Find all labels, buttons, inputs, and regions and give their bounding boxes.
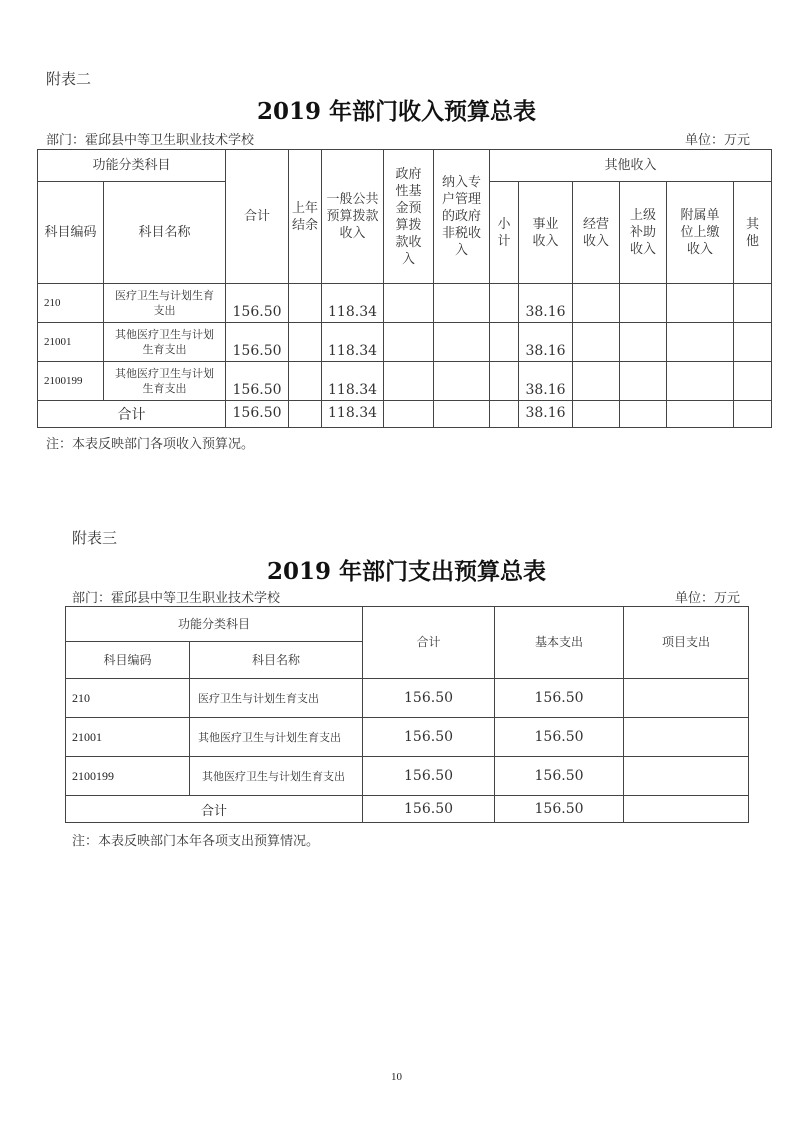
subject-name: 其他医疗卫生与计划生育支出 xyxy=(104,323,226,362)
empty-cell xyxy=(573,401,620,428)
subject-name: 医疗卫生与计划生育支出 xyxy=(104,284,226,323)
total-value: 156.50 xyxy=(363,718,495,757)
gov-fund-budget-value xyxy=(384,362,434,401)
header-functional-category: 功能分类科目 xyxy=(38,150,226,182)
header-subject-name: 科目名称 xyxy=(190,642,363,679)
total-row xyxy=(66,796,749,823)
subject-code: 2100199 xyxy=(38,362,104,401)
general-public-budget-value: 118.34 xyxy=(322,323,384,362)
expense-unit: 单位：万元 xyxy=(675,591,741,606)
total-row-total: 156.50 xyxy=(226,401,289,428)
gov-fund-budget-value xyxy=(384,323,434,362)
gov-fund-budget-value xyxy=(384,284,434,323)
header-other-income: 其他收入 xyxy=(490,150,772,182)
header-general-public-budget: 一般公共预算拨款收入 xyxy=(322,150,384,284)
expense-table-note: 注：本表反映部门本年各项支出预算情况。 xyxy=(72,834,320,849)
project-expense-value xyxy=(624,679,749,718)
subtotal-value xyxy=(490,323,519,362)
income-department: 部门：霍邱县中等卫生职业技术学校 xyxy=(46,133,255,148)
other-value xyxy=(734,362,772,401)
empty-cell xyxy=(620,401,667,428)
header-gov-fund-budget: 政府性基金预算拨款收入 xyxy=(384,150,434,284)
special-fiscal-nontax-value xyxy=(434,323,490,362)
total-row-total: 156.50 xyxy=(363,796,495,823)
income-budget-table xyxy=(37,149,772,428)
affiliated-unit-income-value xyxy=(667,284,734,323)
total-value: 156.50 xyxy=(363,679,495,718)
operating-income-value xyxy=(573,362,620,401)
table-row xyxy=(38,284,772,323)
subtotal-value xyxy=(490,362,519,401)
subject-name: 其他医疗卫生与计划生育支出 xyxy=(104,362,226,401)
expense-department: 部门：霍邱县中等卫生职业技术学校 xyxy=(72,591,281,606)
table-row xyxy=(66,718,749,757)
appendix-label-2: 附表二 xyxy=(46,70,92,88)
other-value xyxy=(734,284,772,323)
prior-year-balance-value xyxy=(289,284,322,323)
total-row-label: 合计 xyxy=(66,796,363,823)
income-unit: 单位：万元 xyxy=(685,133,751,148)
header-subject-name: 科目名称 xyxy=(104,182,226,284)
table-row xyxy=(38,362,772,401)
total-row-business-income: 38.16 xyxy=(519,401,573,428)
general-public-budget-value: 118.34 xyxy=(322,362,384,401)
total-row xyxy=(38,401,772,428)
other-value xyxy=(734,323,772,362)
subject-code: 210 xyxy=(38,284,104,323)
header-affiliated-unit-income: 附属单位上缴收入 xyxy=(667,182,734,284)
general-public-budget-value: 118.34 xyxy=(322,284,384,323)
header-business-income: 事业收入 xyxy=(519,182,573,284)
header-subject-code: 科目编码 xyxy=(38,182,104,284)
business-income-value: 38.16 xyxy=(519,362,573,401)
special-fiscal-nontax-value xyxy=(434,284,490,323)
basic-expense-value: 156.50 xyxy=(495,757,624,796)
header-other: 其他 xyxy=(734,182,772,284)
subject-name: 其他医疗卫生与计划生育支出 xyxy=(190,757,363,796)
empty-cell xyxy=(384,401,434,428)
appendix-label-3: 附表三 xyxy=(72,529,118,547)
total-value: 156.50 xyxy=(226,284,289,323)
special-fiscal-nontax-value xyxy=(434,362,490,401)
subtotal-value xyxy=(490,284,519,323)
header-operating-income: 经营收入 xyxy=(573,182,620,284)
prior-year-balance-value xyxy=(289,323,322,362)
operating-income-value xyxy=(573,323,620,362)
subject-code: 2100199 xyxy=(66,757,190,796)
empty-cell xyxy=(434,401,490,428)
subject-name: 医疗卫生与计划生育支出 xyxy=(190,679,363,718)
total-row-label: 合计 xyxy=(38,401,226,428)
total-row-project-expense xyxy=(624,796,749,823)
total-value: 156.50 xyxy=(363,757,495,796)
basic-expense-value: 156.50 xyxy=(495,718,624,757)
header-basic-expense: 基本支出 xyxy=(495,607,624,679)
expense-table-title: 2019 年部门支出预算总表 xyxy=(266,558,547,585)
total-value: 156.50 xyxy=(226,323,289,362)
empty-cell xyxy=(490,401,519,428)
header-subtotal: 小计 xyxy=(490,182,519,284)
project-expense-value xyxy=(624,718,749,757)
page-number: 10 xyxy=(391,1071,402,1083)
header-superior-subsidy: 上级补助收入 xyxy=(620,182,667,284)
business-income-value: 38.16 xyxy=(519,284,573,323)
header-total: 合计 xyxy=(226,150,289,284)
business-income-value: 38.16 xyxy=(519,323,573,362)
header-prior-year-balance: 上年结余 xyxy=(289,150,322,284)
total-value: 156.50 xyxy=(226,362,289,401)
header-special-fiscal-nontax: 纳入专户管理的政府非税收入 xyxy=(434,150,490,284)
empty-cell xyxy=(667,401,734,428)
table-row xyxy=(66,679,749,718)
prior-year-balance-value xyxy=(289,362,322,401)
header-subject-code: 科目编码 xyxy=(66,642,190,679)
total-row-basic-expense: 156.50 xyxy=(495,796,624,823)
empty-cell xyxy=(734,401,772,428)
total-row-general-public-budget: 118.34 xyxy=(322,401,384,428)
table-row xyxy=(66,757,749,796)
income-table-note: 注：本表反映部门各项收入预算况。 xyxy=(46,437,255,452)
header-total: 合计 xyxy=(363,607,495,679)
table-row xyxy=(38,323,772,362)
superior-subsidy-value xyxy=(620,362,667,401)
header-functional-category: 功能分类科目 xyxy=(66,607,363,642)
affiliated-unit-income-value xyxy=(667,323,734,362)
basic-expense-value: 156.50 xyxy=(495,679,624,718)
subject-code: 21001 xyxy=(66,718,190,757)
subject-code: 210 xyxy=(66,679,190,718)
header-project-expense: 项目支出 xyxy=(624,607,749,679)
empty-cell xyxy=(289,401,322,428)
expense-budget-table xyxy=(65,606,749,823)
project-expense-value xyxy=(624,757,749,796)
subject-name: 其他医疗卫生与计划生育支出 xyxy=(190,718,363,757)
superior-subsidy-value xyxy=(620,323,667,362)
income-table-title: 2019 年部门收入预算总表 xyxy=(256,98,537,125)
operating-income-value xyxy=(573,284,620,323)
superior-subsidy-value xyxy=(620,284,667,323)
affiliated-unit-income-value xyxy=(667,362,734,401)
subject-code: 21001 xyxy=(38,323,104,362)
